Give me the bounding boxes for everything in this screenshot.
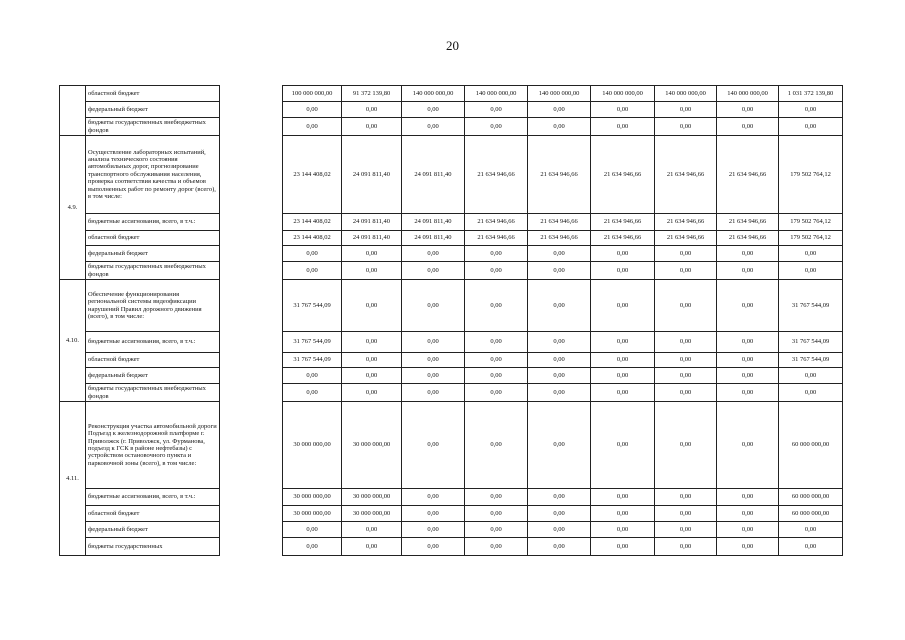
value-cell: 0,00 xyxy=(528,368,591,384)
value-cell: 140 000 000,00 xyxy=(655,86,717,102)
value-cell: 30 000 000,00 xyxy=(342,402,402,489)
value-cell: 0,00 xyxy=(717,506,779,522)
value-cell: 0,00 xyxy=(402,332,465,353)
row-label: федеральный бюджет xyxy=(86,102,220,118)
value-cell: 0,00 xyxy=(717,489,779,506)
spacer-cell xyxy=(220,538,283,556)
value-cell: 0,00 xyxy=(717,402,779,489)
value-cell: 0,00 xyxy=(591,506,655,522)
value-cell: 91 372 139,80 xyxy=(342,86,402,102)
value-cell: 30 000 000,00 xyxy=(283,402,342,489)
value-cell: 0,00 xyxy=(342,262,402,280)
value-cell: 21 634 946,66 xyxy=(465,231,528,246)
value-cell: 0,00 xyxy=(717,262,779,280)
value-cell: 0,00 xyxy=(465,118,528,136)
budget-table xyxy=(59,85,843,556)
value-cell: 0,00 xyxy=(283,368,342,384)
total-value-cell: 0,00 xyxy=(779,246,843,262)
value-cell: 140 000 000,00 xyxy=(591,86,655,102)
value-cell: 0,00 xyxy=(591,522,655,538)
row-label: бюджетные ассигнования, всего, в т.ч.: xyxy=(86,489,220,506)
value-cell: 0,00 xyxy=(591,538,655,556)
table-row xyxy=(60,231,843,246)
item-number: 4.9. xyxy=(60,136,86,280)
value-cell: 0,00 xyxy=(528,538,591,556)
value-cell: 0,00 xyxy=(591,368,655,384)
value-cell: 0,00 xyxy=(591,280,655,332)
total-value-cell: 31 767 544,09 xyxy=(779,353,843,368)
value-cell: 0,00 xyxy=(342,102,402,118)
row-label: областной бюджет xyxy=(86,506,220,522)
value-cell: 0,00 xyxy=(655,262,717,280)
spacer-cell xyxy=(220,332,283,353)
row-label: областной бюджет xyxy=(86,231,220,246)
value-cell: 0,00 xyxy=(283,246,342,262)
value-cell: 0,00 xyxy=(283,118,342,136)
value-cell: 0,00 xyxy=(465,538,528,556)
table-row xyxy=(60,214,843,231)
table-row xyxy=(60,86,843,102)
spacer-cell xyxy=(220,86,283,102)
value-cell: 0,00 xyxy=(402,118,465,136)
value-cell: 21 634 946,66 xyxy=(591,214,655,231)
value-cell: 0,00 xyxy=(717,538,779,556)
value-cell: 0,00 xyxy=(655,246,717,262)
value-cell: 0,00 xyxy=(465,402,528,489)
value-cell: 21 634 946,66 xyxy=(528,214,591,231)
total-value-cell: 179 502 764,12 xyxy=(779,214,843,231)
value-cell: 0,00 xyxy=(402,522,465,538)
row-label: областной бюджет xyxy=(86,86,220,102)
value-cell: 0,00 xyxy=(342,353,402,368)
spacer-cell xyxy=(220,118,283,136)
value-cell: 140 000 000,00 xyxy=(528,86,591,102)
total-value-cell: 0,00 xyxy=(779,522,843,538)
value-cell: 0,00 xyxy=(528,402,591,489)
page-number: 20 xyxy=(446,38,459,53)
value-cell: 0,00 xyxy=(283,538,342,556)
table-row xyxy=(60,136,843,214)
value-cell: 0,00 xyxy=(342,280,402,332)
row-label: бюджеты государственных внебюджетных фондов xyxy=(86,262,220,280)
value-cell: 0,00 xyxy=(283,102,342,118)
value-cell: 0,00 xyxy=(528,102,591,118)
value-cell: 30 000 000,00 xyxy=(283,506,342,522)
value-cell: 0,00 xyxy=(465,102,528,118)
total-value-cell: 0,00 xyxy=(779,368,843,384)
spacer-cell xyxy=(220,246,283,262)
value-cell: 0,00 xyxy=(465,353,528,368)
value-cell: 0,00 xyxy=(655,489,717,506)
value-cell: 0,00 xyxy=(342,538,402,556)
value-cell: 21 634 946,66 xyxy=(465,214,528,231)
value-cell: 140 000 000,00 xyxy=(402,86,465,102)
value-cell: 24 091 811,40 xyxy=(402,231,465,246)
row-label: бюджетные ассигнования, всего, в т.ч.: xyxy=(86,214,220,231)
value-cell: 24 091 811,40 xyxy=(342,136,402,214)
value-cell: 30 000 000,00 xyxy=(342,506,402,522)
value-cell: 0,00 xyxy=(717,102,779,118)
total-value-cell: 0,00 xyxy=(779,102,843,118)
spacer-cell xyxy=(220,384,283,402)
table-row xyxy=(60,522,843,538)
value-cell: 31 767 544,09 xyxy=(283,280,342,332)
value-cell: 0,00 xyxy=(342,522,402,538)
value-cell: 0,00 xyxy=(465,332,528,353)
value-cell: 140 000 000,00 xyxy=(717,86,779,102)
value-cell: 0,00 xyxy=(655,522,717,538)
value-cell: 24 091 811,40 xyxy=(402,214,465,231)
value-cell: 30 000 000,00 xyxy=(283,489,342,506)
spacer-cell xyxy=(220,506,283,522)
value-cell: 0,00 xyxy=(465,246,528,262)
value-cell: 0,00 xyxy=(528,489,591,506)
row-label: федеральный бюджет xyxy=(86,368,220,384)
table-row xyxy=(60,538,843,556)
value-cell: 23 144 408,02 xyxy=(283,214,342,231)
table-row xyxy=(60,118,843,136)
value-cell: 23 144 408,02 xyxy=(283,231,342,246)
value-cell: 0,00 xyxy=(402,402,465,489)
value-cell: 0,00 xyxy=(465,384,528,402)
table-row xyxy=(60,384,843,402)
value-cell: 0,00 xyxy=(655,102,717,118)
value-cell: 0,00 xyxy=(402,506,465,522)
row-label: бюджеты государственных внебюджетных фондов xyxy=(86,118,220,136)
value-cell: 0,00 xyxy=(591,353,655,368)
table-row xyxy=(60,368,843,384)
total-value-cell: 60 000 000,00 xyxy=(779,489,843,506)
table-row xyxy=(60,102,843,118)
item-number: 4.11. xyxy=(60,402,86,556)
value-cell: 0,00 xyxy=(655,332,717,353)
value-cell: 0,00 xyxy=(717,368,779,384)
value-cell: 0,00 xyxy=(402,489,465,506)
value-cell: 0,00 xyxy=(402,280,465,332)
value-cell: 0,00 xyxy=(528,506,591,522)
value-cell: 21 634 946,66 xyxy=(528,231,591,246)
value-cell: 0,00 xyxy=(591,118,655,136)
spacer-cell xyxy=(220,102,283,118)
value-cell: 0,00 xyxy=(283,262,342,280)
value-cell: 0,00 xyxy=(591,262,655,280)
value-cell: 0,00 xyxy=(655,353,717,368)
value-cell: 0,00 xyxy=(283,522,342,538)
value-cell: 100 000 000,00 xyxy=(283,86,342,102)
spacer-cell xyxy=(220,368,283,384)
value-cell: 0,00 xyxy=(528,246,591,262)
value-cell: 0,00 xyxy=(465,280,528,332)
value-cell: 21 634 946,66 xyxy=(717,136,779,214)
value-cell: 0,00 xyxy=(342,332,402,353)
value-cell: 0,00 xyxy=(465,489,528,506)
value-cell: 0,00 xyxy=(591,384,655,402)
value-cell: 0,00 xyxy=(402,353,465,368)
value-cell: 0,00 xyxy=(465,522,528,538)
value-cell: 0,00 xyxy=(465,262,528,280)
spacer-cell xyxy=(220,489,283,506)
item-number: 4.10. xyxy=(60,280,86,402)
spacer-cell xyxy=(220,522,283,538)
value-cell: 0,00 xyxy=(528,353,591,368)
value-cell: 21 634 946,66 xyxy=(717,214,779,231)
value-cell: 0,00 xyxy=(655,506,717,522)
total-value-cell: 0,00 xyxy=(779,262,843,280)
value-cell: 31 767 544,09 xyxy=(283,353,342,368)
table-row xyxy=(60,489,843,506)
value-cell: 21 634 946,66 xyxy=(591,136,655,214)
total-value-cell: 0,00 xyxy=(779,538,843,556)
value-cell: 0,00 xyxy=(528,332,591,353)
row-label: Реконструкция участка автомобильной дороги Подъезд к железнодорожной платформе г. Приволжск (г. Приволжск, ул. Фурманова, подъезд к ГСК в районе нефтебазы) с устройством остановочного пункта и парковочной зоны (всего), в том числе: xyxy=(86,402,220,489)
table-row xyxy=(60,353,843,368)
value-cell: 0,00 xyxy=(402,246,465,262)
value-cell: 24 091 811,40 xyxy=(342,214,402,231)
value-cell: 0,00 xyxy=(655,118,717,136)
value-cell: 23 144 408,02 xyxy=(283,136,342,214)
value-cell: 0,00 xyxy=(342,368,402,384)
value-cell: 21 634 946,66 xyxy=(528,136,591,214)
value-cell: 140 000 000,00 xyxy=(465,86,528,102)
value-cell: 0,00 xyxy=(528,262,591,280)
spacer-cell xyxy=(220,353,283,368)
total-value-cell: 31 767 544,09 xyxy=(779,280,843,332)
total-value-cell: 0,00 xyxy=(779,118,843,136)
row-label: Осуществление лабораторных испытаний, анализа технического состояния автомобильных дорог, прогнозирование транспортного обслуживания населения, проверка соответствия качества и объемов выполненных работ по ремонту дорог (всего), в том числе: xyxy=(86,136,220,214)
value-cell: 0,00 xyxy=(342,246,402,262)
total-value-cell: 1 031 372 139,80 xyxy=(779,86,843,102)
value-cell: 0,00 xyxy=(717,384,779,402)
value-cell: 0,00 xyxy=(528,522,591,538)
value-cell: 0,00 xyxy=(717,280,779,332)
value-cell: 0,00 xyxy=(402,102,465,118)
row-label: бюджетные ассигнования, всего, в т.ч.: xyxy=(86,332,220,353)
value-cell: 0,00 xyxy=(528,118,591,136)
row-label: областной бюджет xyxy=(86,353,220,368)
value-cell: 0,00 xyxy=(655,368,717,384)
value-cell: 0,00 xyxy=(402,538,465,556)
value-cell: 21 634 946,66 xyxy=(465,136,528,214)
total-value-cell: 179 502 764,12 xyxy=(779,231,843,246)
value-cell: 0,00 xyxy=(655,280,717,332)
value-cell: 21 634 946,66 xyxy=(717,231,779,246)
total-value-cell: 0,00 xyxy=(779,384,843,402)
spacer-cell xyxy=(220,136,283,214)
value-cell: 0,00 xyxy=(591,332,655,353)
value-cell: 21 634 946,66 xyxy=(591,231,655,246)
value-cell: 21 634 946,66 xyxy=(655,231,717,246)
total-value-cell: 60 000 000,00 xyxy=(779,506,843,522)
value-cell: 0,00 xyxy=(591,489,655,506)
row-label: бюджеты государственных xyxy=(86,538,220,556)
spacer-cell xyxy=(220,231,283,246)
table-row xyxy=(60,280,843,332)
value-cell: 0,00 xyxy=(342,384,402,402)
row-label: федеральный бюджет xyxy=(86,522,220,538)
value-cell: 31 767 544,09 xyxy=(283,332,342,353)
value-cell: 0,00 xyxy=(591,402,655,489)
value-cell: 0,00 xyxy=(655,402,717,489)
value-cell: 0,00 xyxy=(528,280,591,332)
value-cell: 0,00 xyxy=(465,368,528,384)
table-row xyxy=(60,402,843,489)
table-row xyxy=(60,332,843,353)
value-cell: 0,00 xyxy=(717,353,779,368)
value-cell: 0,00 xyxy=(528,384,591,402)
table-row xyxy=(60,506,843,522)
value-cell: 0,00 xyxy=(717,118,779,136)
value-cell: 0,00 xyxy=(591,102,655,118)
value-cell: 0,00 xyxy=(342,118,402,136)
table-row xyxy=(60,262,843,280)
spacer-cell xyxy=(220,280,283,332)
row-label: федеральный бюджет xyxy=(86,246,220,262)
value-cell: 0,00 xyxy=(402,368,465,384)
value-cell: 21 634 946,66 xyxy=(655,214,717,231)
spacer-cell xyxy=(220,262,283,280)
total-value-cell: 31 767 544,09 xyxy=(779,332,843,353)
row-label: Обеспечение функционирования региональной системы видеофиксации нарушений Правил дорожного движения (всего), в том числе: xyxy=(86,280,220,332)
value-cell: 21 634 946,66 xyxy=(655,136,717,214)
table-row xyxy=(60,246,843,262)
spacer-cell xyxy=(220,402,283,489)
total-value-cell: 60 000 000,00 xyxy=(779,402,843,489)
row-label: бюджеты государственных внебюджетных фондов xyxy=(86,384,220,402)
spacer-cell xyxy=(220,214,283,231)
value-cell: 0,00 xyxy=(717,522,779,538)
value-cell: 0,00 xyxy=(402,384,465,402)
value-cell: 30 000 000,00 xyxy=(342,489,402,506)
value-cell: 0,00 xyxy=(465,506,528,522)
value-cell: 0,00 xyxy=(655,538,717,556)
value-cell: 0,00 xyxy=(402,262,465,280)
value-cell: 0,00 xyxy=(283,384,342,402)
total-value-cell: 179 502 764,12 xyxy=(779,136,843,214)
value-cell: 0,00 xyxy=(717,332,779,353)
value-cell: 24 091 811,40 xyxy=(402,136,465,214)
value-cell: 24 091 811,40 xyxy=(342,231,402,246)
value-cell: 0,00 xyxy=(591,246,655,262)
value-cell: 0,00 xyxy=(655,384,717,402)
item-number xyxy=(60,86,86,136)
value-cell: 0,00 xyxy=(717,246,779,262)
